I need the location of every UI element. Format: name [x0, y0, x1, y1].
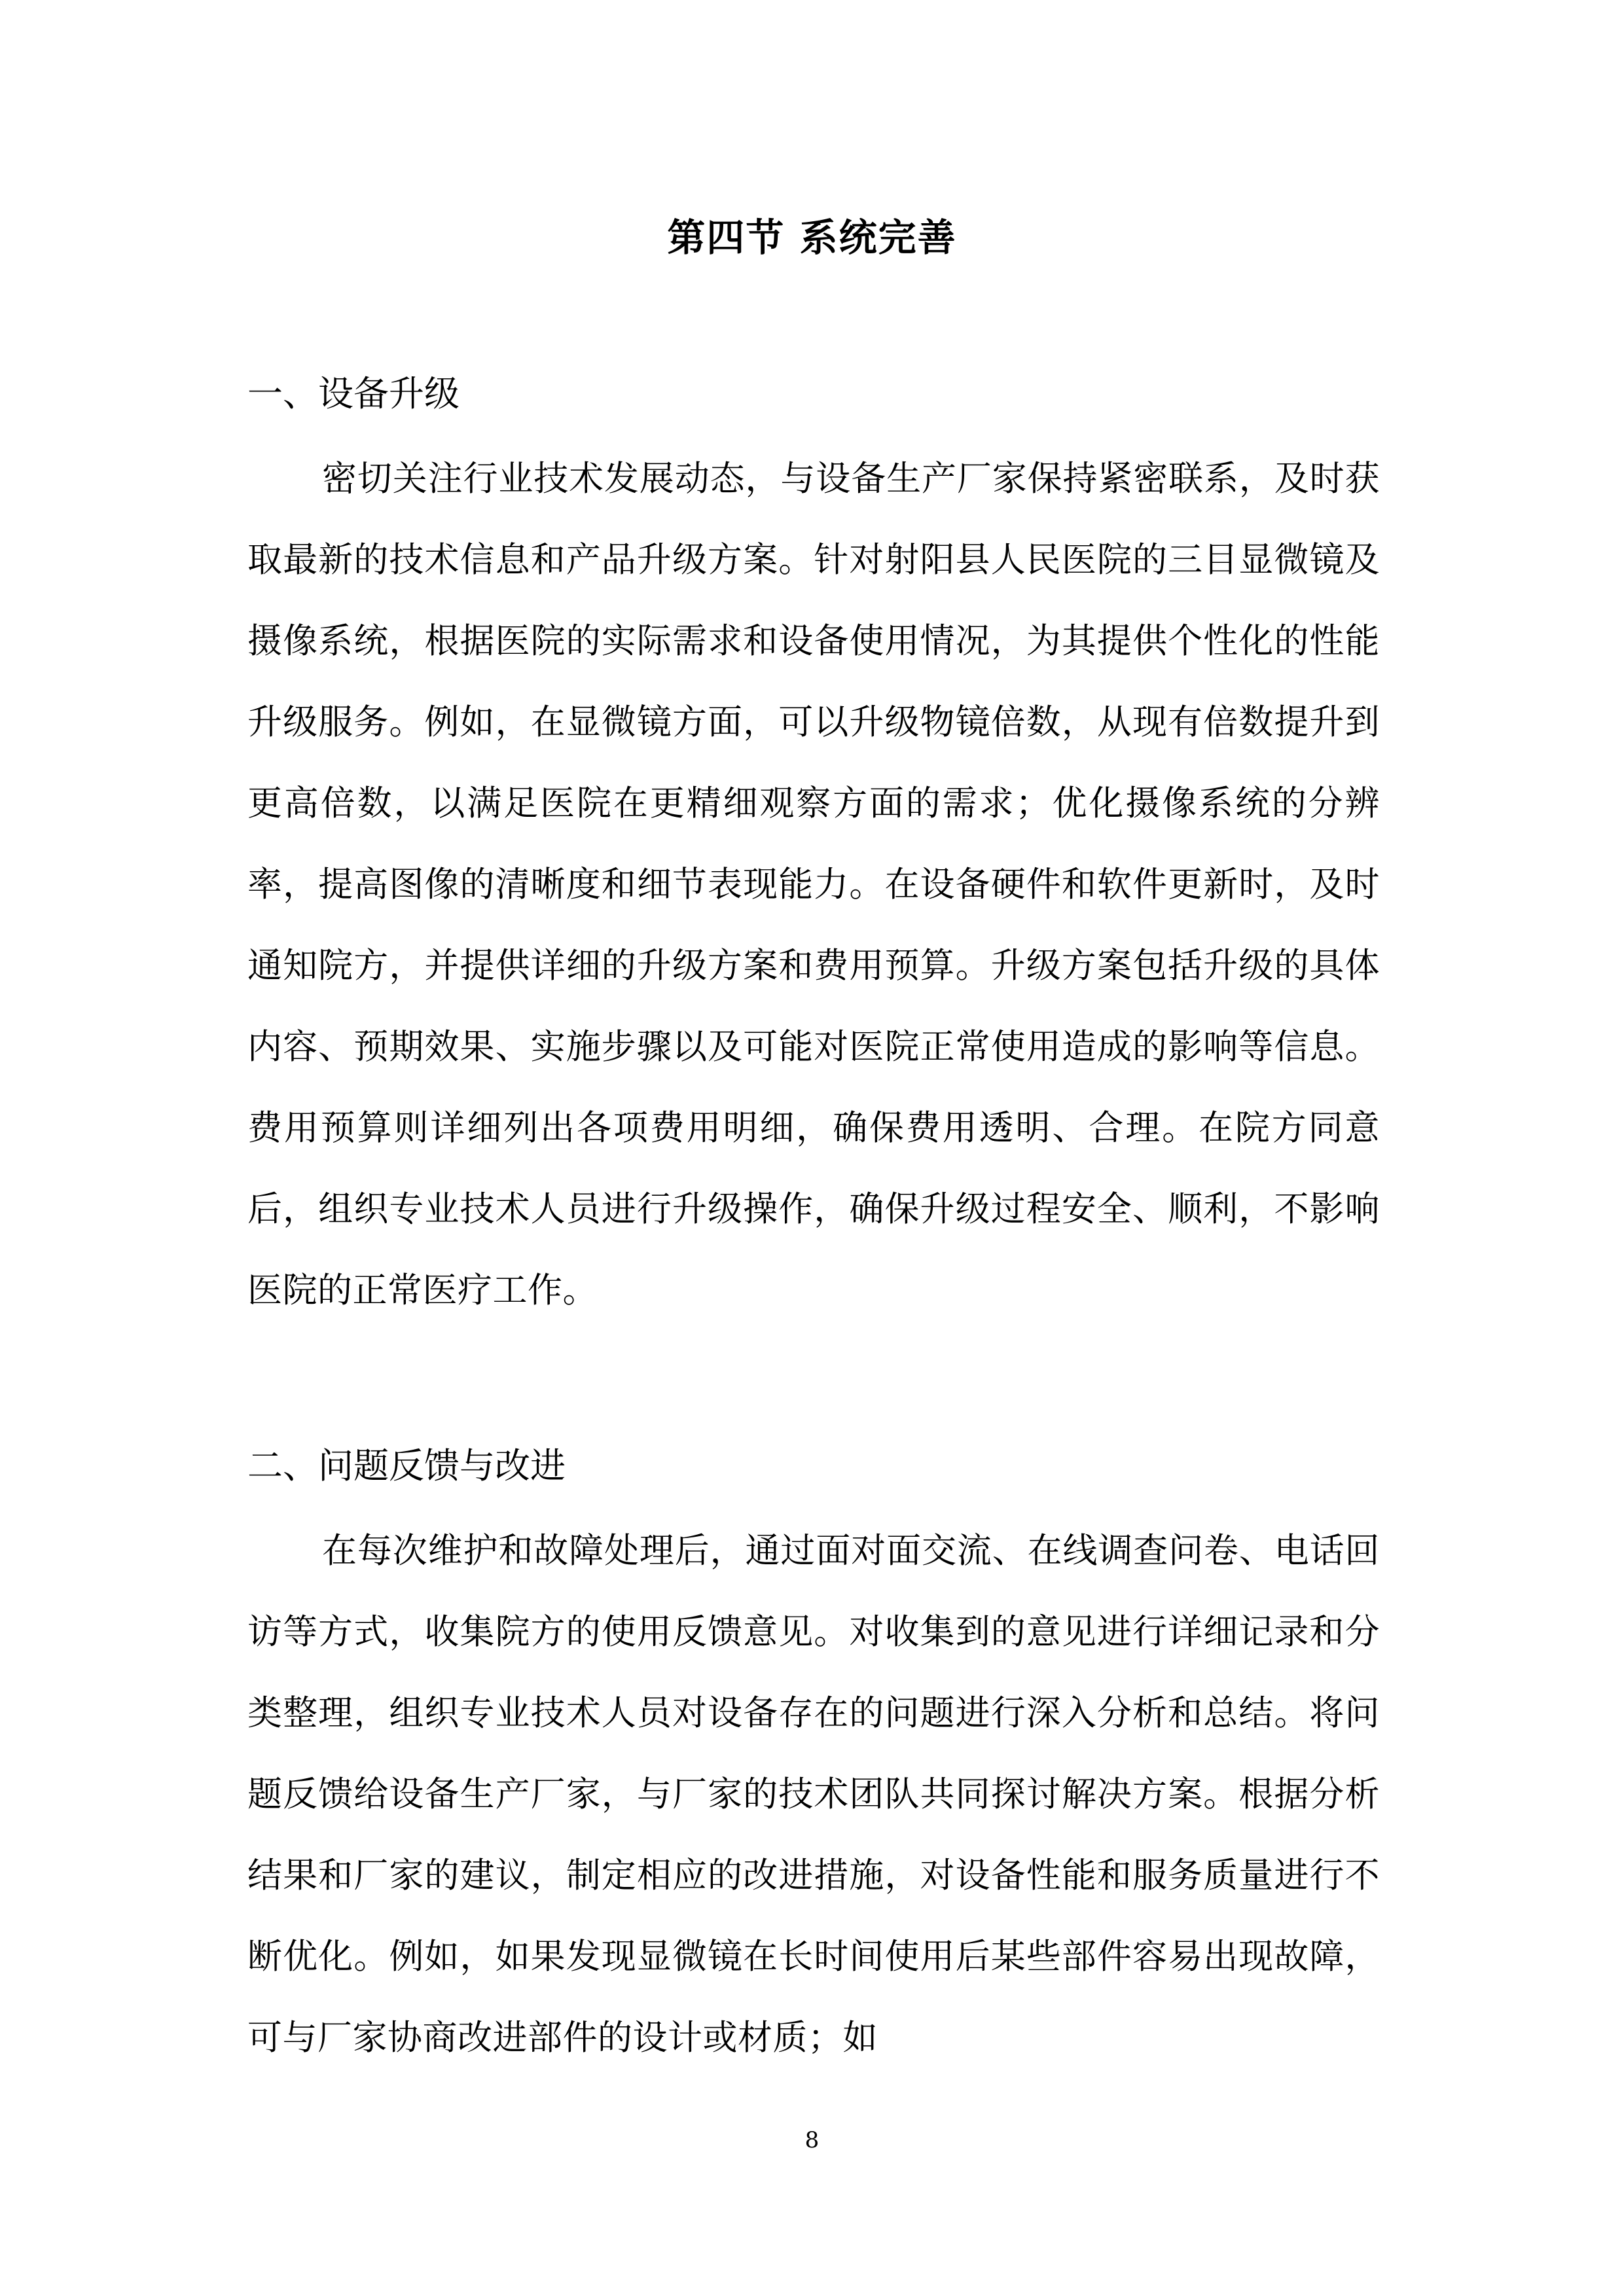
section-title: 第四节 系统完善: [667, 215, 957, 260]
page-number: 8: [804, 2127, 820, 2153]
section-heading-equipment-upgrade: 一、设备升级: [247, 373, 460, 414]
section-heading-feedback-improvement: 二、问题反馈与改进: [247, 1445, 566, 1486]
section-paragraph-feedback-improvement: 在每次维护和故障处理后，通过面对面交流、在线调查问卷、电话回访等方式，收集院方的使用反馈意见。对收集到的意见进行详细记录和分类整理，组织专业技术人员对设备存在的问题进行深入分析和总结。将问题反馈给设备生产厂家，与厂家的技术团队共同探讨解决方案。根据分析结果和厂家的建议，制定相应的改进措施，对设备性能和服务质量进行不断优化。例如，如果发现显微镜在长时间使用后某些部件容易出现故障，可与厂家协商改进部件的设计或材质；如: [247, 1531, 1380, 2058]
section-paragraph-equipment-upgrade: 密切关注行业技术发展动态，与设备生产厂家保持紧密联系，及时获取最新的技术信息和产品升级方案。针对射阳县人民医院的三目显微镜及摄像系统，根据医院的实际需求和设备使用情况，为其提供个性化的性能升级服务。例如，在显微镜方面，可以升级物镜倍数，从现有倍数提升到更高倍数，以满足医院在更精细观察方面的需求；优化摄像系统的分辨率，提高图像的清晰度和细节表现能力。在设备硬件和软件更新时，及时通知院方，并提供详细的升级方案和费用预算。升级方案包括升级的具体内容、预期效果、实施步骤以及可能对医院正常使用造成的影响等信息。费用预算则详细列出各项费用明细，确保费用透明、合理。在院方同意后，组织专业技术人员进行升级操作，确保升级过程安全、顺利，不影响医院的正常医疗工作。: [247, 459, 1380, 1310]
